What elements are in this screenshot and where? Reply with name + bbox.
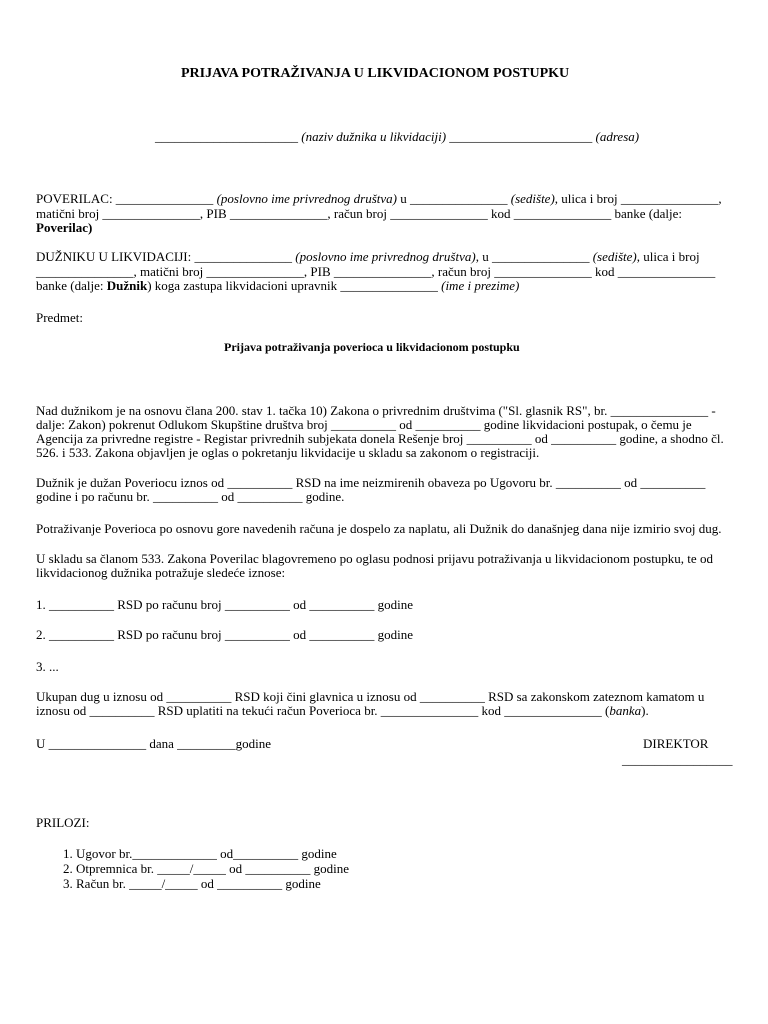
liquidator-name-hint: (ime i prezime) xyxy=(441,278,520,293)
paragraph1-line: dalje: Zakon) pokrenut Odlukom Skupštine društva broj __________ od __________ godine likvidacioni postupak, o čemu je xyxy=(36,417,692,432)
creditor-name-hint: (poslovno ime privrednog društva) xyxy=(216,191,397,206)
paragraph3: Potraživanje Poverioca po osnovu gore navedenih računa je dospelo za naplatu, ali Dužnik do današnjeg dana nije izmirio svoj dug. xyxy=(36,521,722,536)
attachments-label: PRILOZI: xyxy=(36,815,90,830)
paragraph4-line: likvidacionog dužnika potražuje sledeće iznose: xyxy=(36,565,286,580)
debtor-name-hint: (naziv dužnika u likvidaciji) xyxy=(301,129,447,144)
paragraph1-line: Nad dužnikom je na osnovu člana 200. stav 1. tačka 10) Zakona o privrednim društvima ("Sl. glasnik RS", br. _______________ - xyxy=(36,403,716,418)
creditor-seat-blank: u _______________ xyxy=(396,191,511,206)
debtor-name-blank: ______________________ xyxy=(155,129,298,144)
debtor-line-3 xyxy=(36,278,519,293)
creditor-street-blank: , ulica i broj _______________, xyxy=(554,191,722,206)
claim-item: 2. __________ RSD po računu broj __________ od __________ godine xyxy=(36,627,413,642)
signature-title: DIREKTOR xyxy=(643,736,709,751)
debtor-seat-hint: (sedište) xyxy=(592,249,637,264)
debtor-line-1 xyxy=(36,249,700,264)
debtor-name-hint: (poslovno ime privrednog društva) xyxy=(295,249,476,264)
debtor-label: DUŽNIKU U LIKVIDACIJI: _______________ xyxy=(36,249,296,264)
total-account-text: iznosu od __________ RSD uplatiti na tekući račun Poverioca br. _______________ kod _______________ ( xyxy=(36,703,610,718)
attachment-item: 2. Otpremnica br. _____/_____ od __________ godine xyxy=(63,861,349,876)
total-end: ). xyxy=(641,703,649,718)
paragraph2-line: godine i po računu br. __________ od __________ godine. xyxy=(36,489,345,504)
bank-hint: banka xyxy=(609,703,642,718)
claim-item: 3. ... xyxy=(36,659,59,674)
subject-label: Predmet: xyxy=(36,310,83,325)
creditor-line-1 xyxy=(36,191,722,206)
attachment-item: 1. Ugovor br._____________ od__________ godine xyxy=(63,846,337,861)
claim-item: 1. __________ RSD po računu broj __________ od __________ godine xyxy=(36,597,413,612)
debtor-address-hint: (adresa) xyxy=(595,129,640,144)
debtor-bank-text: banke (dalje: xyxy=(36,278,107,293)
debtor-line-2: _______________, matični broj _______________, PIB _______________, račun broj _______________ kod _______________ xyxy=(36,264,716,279)
paragraph2-line: Dužnik je dužan Poveriocu iznos od __________ RSD na ime neizmirenih obaveza po Ugovoru br. __________ od __________ xyxy=(36,475,706,490)
total-line-2 xyxy=(36,703,649,718)
debtor-address-blank: ______________________ xyxy=(449,129,593,144)
debtor-short-name: Dužnik xyxy=(106,278,148,293)
paragraph1-line: Agencija za privredne registre - Registar privrednih subjekata donela Rešenje broj __________ od __________ godine, a shodno čl. xyxy=(36,431,724,446)
debtor-liquidator-text: ) koga zastupa likvidacioni upravnik _______________ xyxy=(147,278,442,293)
place-date-line: U _______________ dana _________godine xyxy=(36,736,272,751)
paragraph4-line: U skladu sa članom 533. Zakona Poverilac blagovremeno po oglasu podnosi prijavu potraživanja u likvidacionom postupku, te od xyxy=(36,551,713,566)
creditor-seat-hint: (sedište) xyxy=(510,191,555,206)
paragraph1-line: 526. i 533. Zakona objavljen je oglas o pokretanju likvidacije u skladu sa zakonom o registraciji. xyxy=(36,445,540,460)
total-line-1: Ukupan dug u iznosu od __________ RSD koji čini glavnica u iznosu od __________ RSD sa zakonskom zateznom kamatom u xyxy=(36,689,705,704)
signature-line: _________________ xyxy=(622,752,733,767)
attachment-item: 3. Račun br. _____/_____ od __________ godine xyxy=(63,876,321,891)
debtor-street-label: , ulica i broj xyxy=(636,249,700,264)
subject-title: Prijava potraživanja poverioca u likvidacionom postupku xyxy=(224,340,520,354)
document-title: PRIJAVA POTRAŽIVANJA U LIKVIDACIONOM POSTUPKU xyxy=(181,66,570,81)
creditor-line-3: Poverilac) xyxy=(36,220,93,235)
creditor-label: POVERILAC: _______________ xyxy=(36,191,217,206)
debtor-seat-blank: , u _______________ xyxy=(475,249,593,264)
creditor-line-2: matični broj _______________, PIB _______________, račun broj _______________ kod _______________ banke (dalje: xyxy=(36,206,682,221)
debtor-header-line xyxy=(155,129,639,144)
